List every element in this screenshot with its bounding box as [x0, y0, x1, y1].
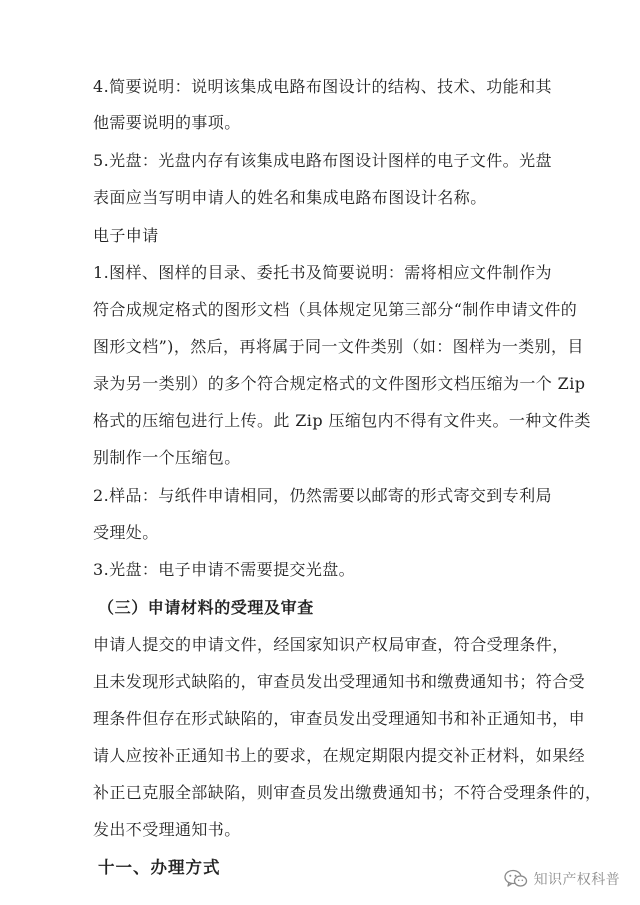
watermark-text: 知识产权科普	[533, 872, 620, 888]
text-line: 理条件但存在形式缺陷的，审查员发出受理通知书和补正通知书，申	[93, 709, 586, 728]
text-line: 申请人提交的申请文件，经国家知识产权局审查，符合受理条件，	[93, 635, 569, 654]
text-line: 表面应当写明申请人的姓名和集成电路布图设计名称。	[93, 188, 487, 207]
text-line: 1.图样、图样的目录、委托书及简要说明：需将相应文件制作为	[93, 263, 552, 282]
text-line: 受理处。	[93, 523, 159, 542]
text-line: 图形文档”)，然后，再将属于同一文件类别（如：图样为一类别，目	[93, 337, 584, 356]
text-line: 4.简要说明：说明该集成电路布图设计的结构、技术、功能和其	[93, 77, 552, 96]
text-line: 补正已克服全部缺陷，则审查员发出缴费通知书；不符合受理条件的，	[93, 783, 602, 802]
text-line: 且未发现形式缺陷的，审查员发出受理通知书和缴费通知书；符合受	[93, 672, 586, 691]
text-line: 别制作一个压缩包。	[93, 448, 241, 467]
section-heading: （三）申请材料的受理及审查	[98, 598, 314, 617]
text-line: 格式的压缩包进行上传。此 Zip 压缩包内不得有文件夹。一种文件类	[93, 411, 591, 430]
wechat-icon	[504, 869, 528, 889]
text-line: 3.光盘：电子申请不需要提交光盘。	[93, 560, 356, 579]
text-line: 符合成规定格式的图形文档（具体规定见第三部分“制作申请文件的	[93, 300, 578, 319]
text-line: 请人应按补正通知书上的要求，在规定期限内提交补正材料，如果经	[93, 746, 586, 765]
subheading: 电子申请	[93, 226, 159, 245]
text-line: 2.样品：与纸件申请相同，仍然需要以邮寄的形式寄交到专利局	[93, 486, 552, 505]
text-line: 他需要说明的事项。	[93, 113, 241, 132]
text-line: 发出不受理通知书。	[93, 820, 241, 839]
text-line: 录为另一类别）的多个符合规定格式的文件图形文档压缩为一个 Zip	[93, 374, 586, 393]
main-heading: 十一、办理方式	[98, 858, 221, 877]
text-line: 5.光盘：光盘内存有该集成电路布图设计图样的电子文件。光盘	[93, 151, 552, 170]
watermark	[504, 869, 620, 889]
